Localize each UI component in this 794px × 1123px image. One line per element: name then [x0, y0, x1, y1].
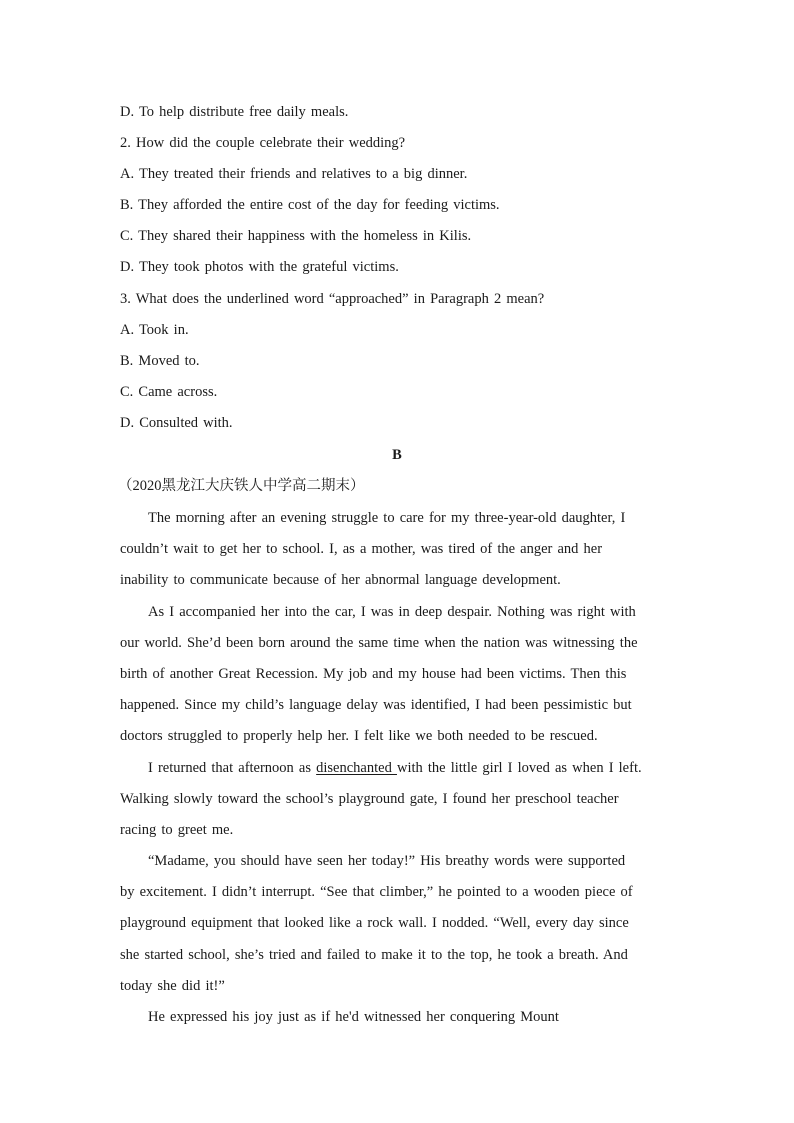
- passage-line: doctors struggled to properly help her. I felt like we both needed to be rescued.: [120, 728, 598, 744]
- passage-text: I returned that afternoon as: [148, 760, 317, 776]
- q2-option-a: A. They treated their friends and relatives to a big dinner.: [120, 166, 468, 182]
- passage-line: our world. She’d been born around the same time when the nation was witnessing the: [120, 635, 638, 651]
- q3-option-d: D. Consulted with.: [120, 415, 233, 431]
- passage-line: [148, 758, 642, 778]
- q2-option-c: C. They shared their happiness with the homeless in Kilis.: [120, 228, 472, 244]
- passage-line: Walking slowly toward the school’s playground gate, I found her preschool teacher: [120, 791, 619, 807]
- section-heading: B: [392, 447, 402, 463]
- q1-option-d: D. To help distribute free daily meals.: [120, 104, 349, 120]
- passage-line: The morning after an evening struggle to care for my three-year-old daughter, I: [148, 510, 626, 526]
- q3-option-c: C. Came across.: [120, 384, 218, 400]
- passage-line: by excitement. I didn’t interrupt. “See that climber,” he pointed to a wooden piece of: [120, 884, 633, 900]
- passage-line: He expressed his joy just as if he'd witnessed her conquering Mount: [148, 1009, 559, 1025]
- q3-option-b: B. Moved to.: [120, 353, 200, 369]
- q2-stem: 2. How did the couple celebrate their wedding?: [120, 135, 406, 151]
- passage-line: inability to communicate because of her abnormal language development.: [120, 572, 561, 588]
- passage-line: she started school, she’s tried and failed to make it to the top, he took a breath. And: [120, 947, 628, 963]
- passage-line: today she did it!”: [120, 978, 225, 994]
- underlined-word: disenchanted: [316, 760, 397, 776]
- q2-option-b: B. They afforded the entire cost of the day for feeding victims.: [120, 197, 500, 213]
- passage-line: playground equipment that looked like a rock wall. I nodded. “Well, every day since: [120, 915, 629, 931]
- passage-line: As I accompanied her into the car, I was in deep despair. Nothing was right with: [148, 604, 636, 620]
- passage-line: couldn’t wait to get her to school. I, as a mother, was tired of the anger and her: [120, 541, 603, 557]
- passage-line: birth of another Great Recession. My job and my house had been victims. Then this: [120, 666, 627, 682]
- passage-line: “Madame, you should have seen her today!” His breathy words were supported: [148, 853, 626, 869]
- passage-line: racing to greet me.: [120, 822, 234, 838]
- passage-line: happened. Since my child’s language delay was identified, I had been pessimistic but: [120, 697, 632, 713]
- q3-option-a: A. Took in.: [120, 322, 189, 338]
- source-note: （2020黑龙江大庆铁人中学高二期末）: [118, 478, 365, 494]
- q2-option-d: D. They took photos with the grateful victims.: [120, 259, 399, 275]
- q3-stem: 3. What does the underlined word “approached” in Paragraph 2 mean?: [120, 291, 545, 307]
- passage-text: with the little girl I loved as when I left.: [396, 760, 642, 776]
